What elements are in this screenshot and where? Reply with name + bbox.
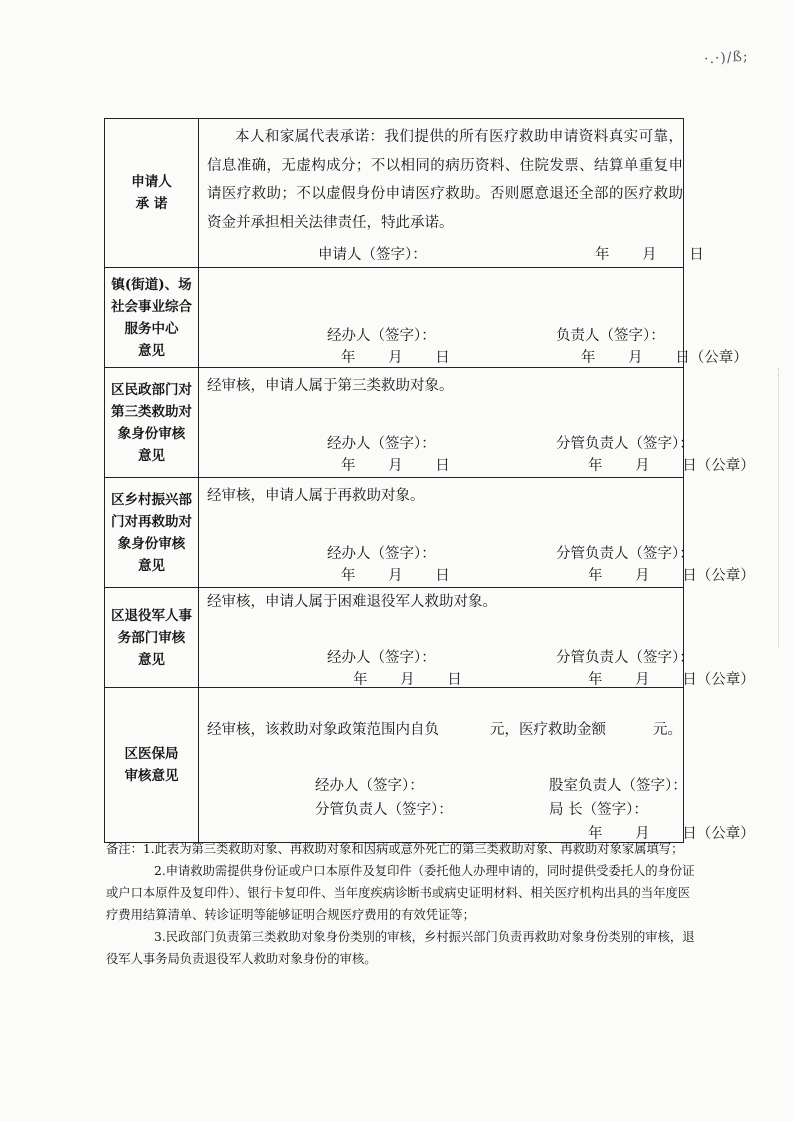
label-line: 区医保局	[124, 746, 179, 762]
row-town-service-center	[105, 268, 684, 368]
label-line: 门对再救助对	[111, 513, 192, 530]
civil-handler-date: 年 月 日	[341, 458, 450, 474]
civil-leader-signature: 分管负责人（签字）：	[556, 436, 694, 452]
content-applicant-promise[interactable]	[199, 119, 704, 268]
row-veteran-affairs	[105, 588, 684, 688]
content-rural-revitalization[interactable]	[199, 478, 755, 588]
corner-handwriting-mark: ·.·)/ß;	[703, 48, 750, 68]
promise-text: 本人和家属代表承诺：我们提供的所有医疗救助申请资料真实可靠，信息准确，无虚构成分；不以相同的病历资料、住院发票、结算单重复申请医疗救助；不以虚假身份申请医疗救助。否则愿意退还全部的医疗救助资金并承担相关法律责任，特此承诺。	[207, 129, 683, 231]
margin-dotted-line	[778, 368, 781, 648]
content-civil-affairs[interactable]	[199, 368, 755, 478]
label-line: 意见	[138, 651, 165, 668]
content-medical-insurance[interactable]	[199, 688, 755, 843]
label-line: 承 诺	[135, 196, 168, 212]
note-1: 备注：1.此表为第三类救助对象、再救助对象和因病或意外死亡的第三类救助对象、再救助对象家属填写；	[106, 842, 684, 856]
label-line: 意见	[138, 447, 165, 464]
label-line: 区乡村振兴部	[111, 491, 192, 508]
medical-review-text-a: 经审核，该救助对象政策范围内自负	[207, 722, 439, 738]
medical-date: 年 月 日（公章）	[588, 826, 755, 842]
label-line: 象身份审核	[117, 535, 186, 552]
row-medical-insurance	[105, 688, 684, 843]
label-line: 审核意见	[124, 768, 179, 784]
content-town-service-center[interactable]	[199, 268, 748, 368]
rural-handler-date: 年 月 日	[341, 568, 450, 584]
medical-review-text-c: 元。	[653, 722, 682, 738]
label-line: 申请人	[131, 174, 172, 190]
note-3: 3.民政部门负责第三类救助对象身份类别的审核，乡村振兴部门负责再救助对象身份类别的审核，退役军人事务局负责退役军人救助对象身份的审核。	[106, 930, 695, 966]
label-line: 象身份审核	[117, 425, 186, 442]
label-civil-affairs	[105, 368, 199, 478]
veteran-review-text: 经审核，申请人属于困难退役军人救助对象。	[207, 594, 497, 610]
rural-handler-signature: 经办人（签字）：	[327, 546, 436, 562]
veteran-handler-date: 年 月 日	[353, 672, 462, 688]
label-line: 务部门审核	[117, 629, 186, 646]
notes	[106, 838, 696, 970]
row-rural-revitalization	[105, 478, 684, 588]
content-veteran-affairs[interactable]	[199, 588, 755, 688]
civil-handler-signature: 经办人（签字）：	[327, 436, 436, 452]
civil-review-text: 经审核，申请人属于第三类救助对象。	[207, 378, 454, 394]
town-leader-signature: 负责人（签字）：	[556, 328, 665, 344]
medical-handler-signature: 经办人（签字）：	[315, 778, 424, 794]
town-handler-signature: 经办人（签字）：	[327, 328, 436, 344]
label-line: 镇(街道)、场	[111, 276, 192, 293]
label-line: 意见	[138, 342, 165, 359]
label-line: 区民政部门对	[111, 381, 192, 398]
medical-section-leader-signature: 股室负责人（签字）：	[549, 778, 687, 794]
rural-leader-signature: 分管负责人（签字）：	[556, 546, 694, 562]
medical-director-signature: 局 长（签字）：	[549, 802, 648, 818]
medical-review-text-b: 元，医疗救助金额	[490, 722, 606, 738]
label-rural-revitalization	[105, 478, 199, 588]
veteran-handler-signature: 经办人（签字）：	[327, 650, 436, 666]
civil-leader-date: 年 月 日（公章）	[588, 458, 755, 474]
medical-aid-application-table	[104, 118, 755, 843]
applicant-date: 年 月 日	[595, 247, 704, 263]
note-2: 2.申请救助需提供身份证或户口本原件及复印件（委托他人办理申请的，同时提供受委托人的身份证或户口本原件及复印件）、银行卡复印件、当年度疾病诊断书或病史证明材料、相关医疗机构出具的当年度医疗费用结算清单、转诊证明等能够证明合规医疗费用的有效凭证等；	[106, 864, 695, 922]
rural-leader-date: 年 月 日（公章）	[588, 568, 755, 584]
label-line: 意见	[138, 557, 165, 574]
town-leader-date: 年 月 日（公章）	[581, 350, 748, 366]
rural-review-text: 经审核，申请人属于再救助对象。	[207, 488, 425, 504]
row-applicant-promise	[105, 119, 684, 268]
label-line: 服务中心	[124, 320, 179, 337]
veteran-leader-date: 年 月 日（公章）	[588, 672, 755, 688]
medical-deputy-signature: 分管负责人（签字）：	[315, 802, 453, 818]
label-line: 区退役军人事	[111, 607, 192, 624]
label-line: 第三类救助对	[111, 403, 192, 420]
town-handler-date: 年 月 日	[341, 350, 450, 366]
label-applicant-promise	[105, 119, 199, 268]
label-medical-insurance	[105, 688, 199, 843]
label-veteran-affairs	[105, 588, 199, 688]
veteran-leader-signature: 分管负责人（签字）：	[556, 650, 694, 666]
applicant-signature-label: 申请人（签字）：	[318, 247, 427, 263]
label-town-service-center	[105, 268, 199, 368]
label-line: 社会事业综合	[111, 298, 192, 315]
row-civil-affairs	[105, 368, 684, 478]
